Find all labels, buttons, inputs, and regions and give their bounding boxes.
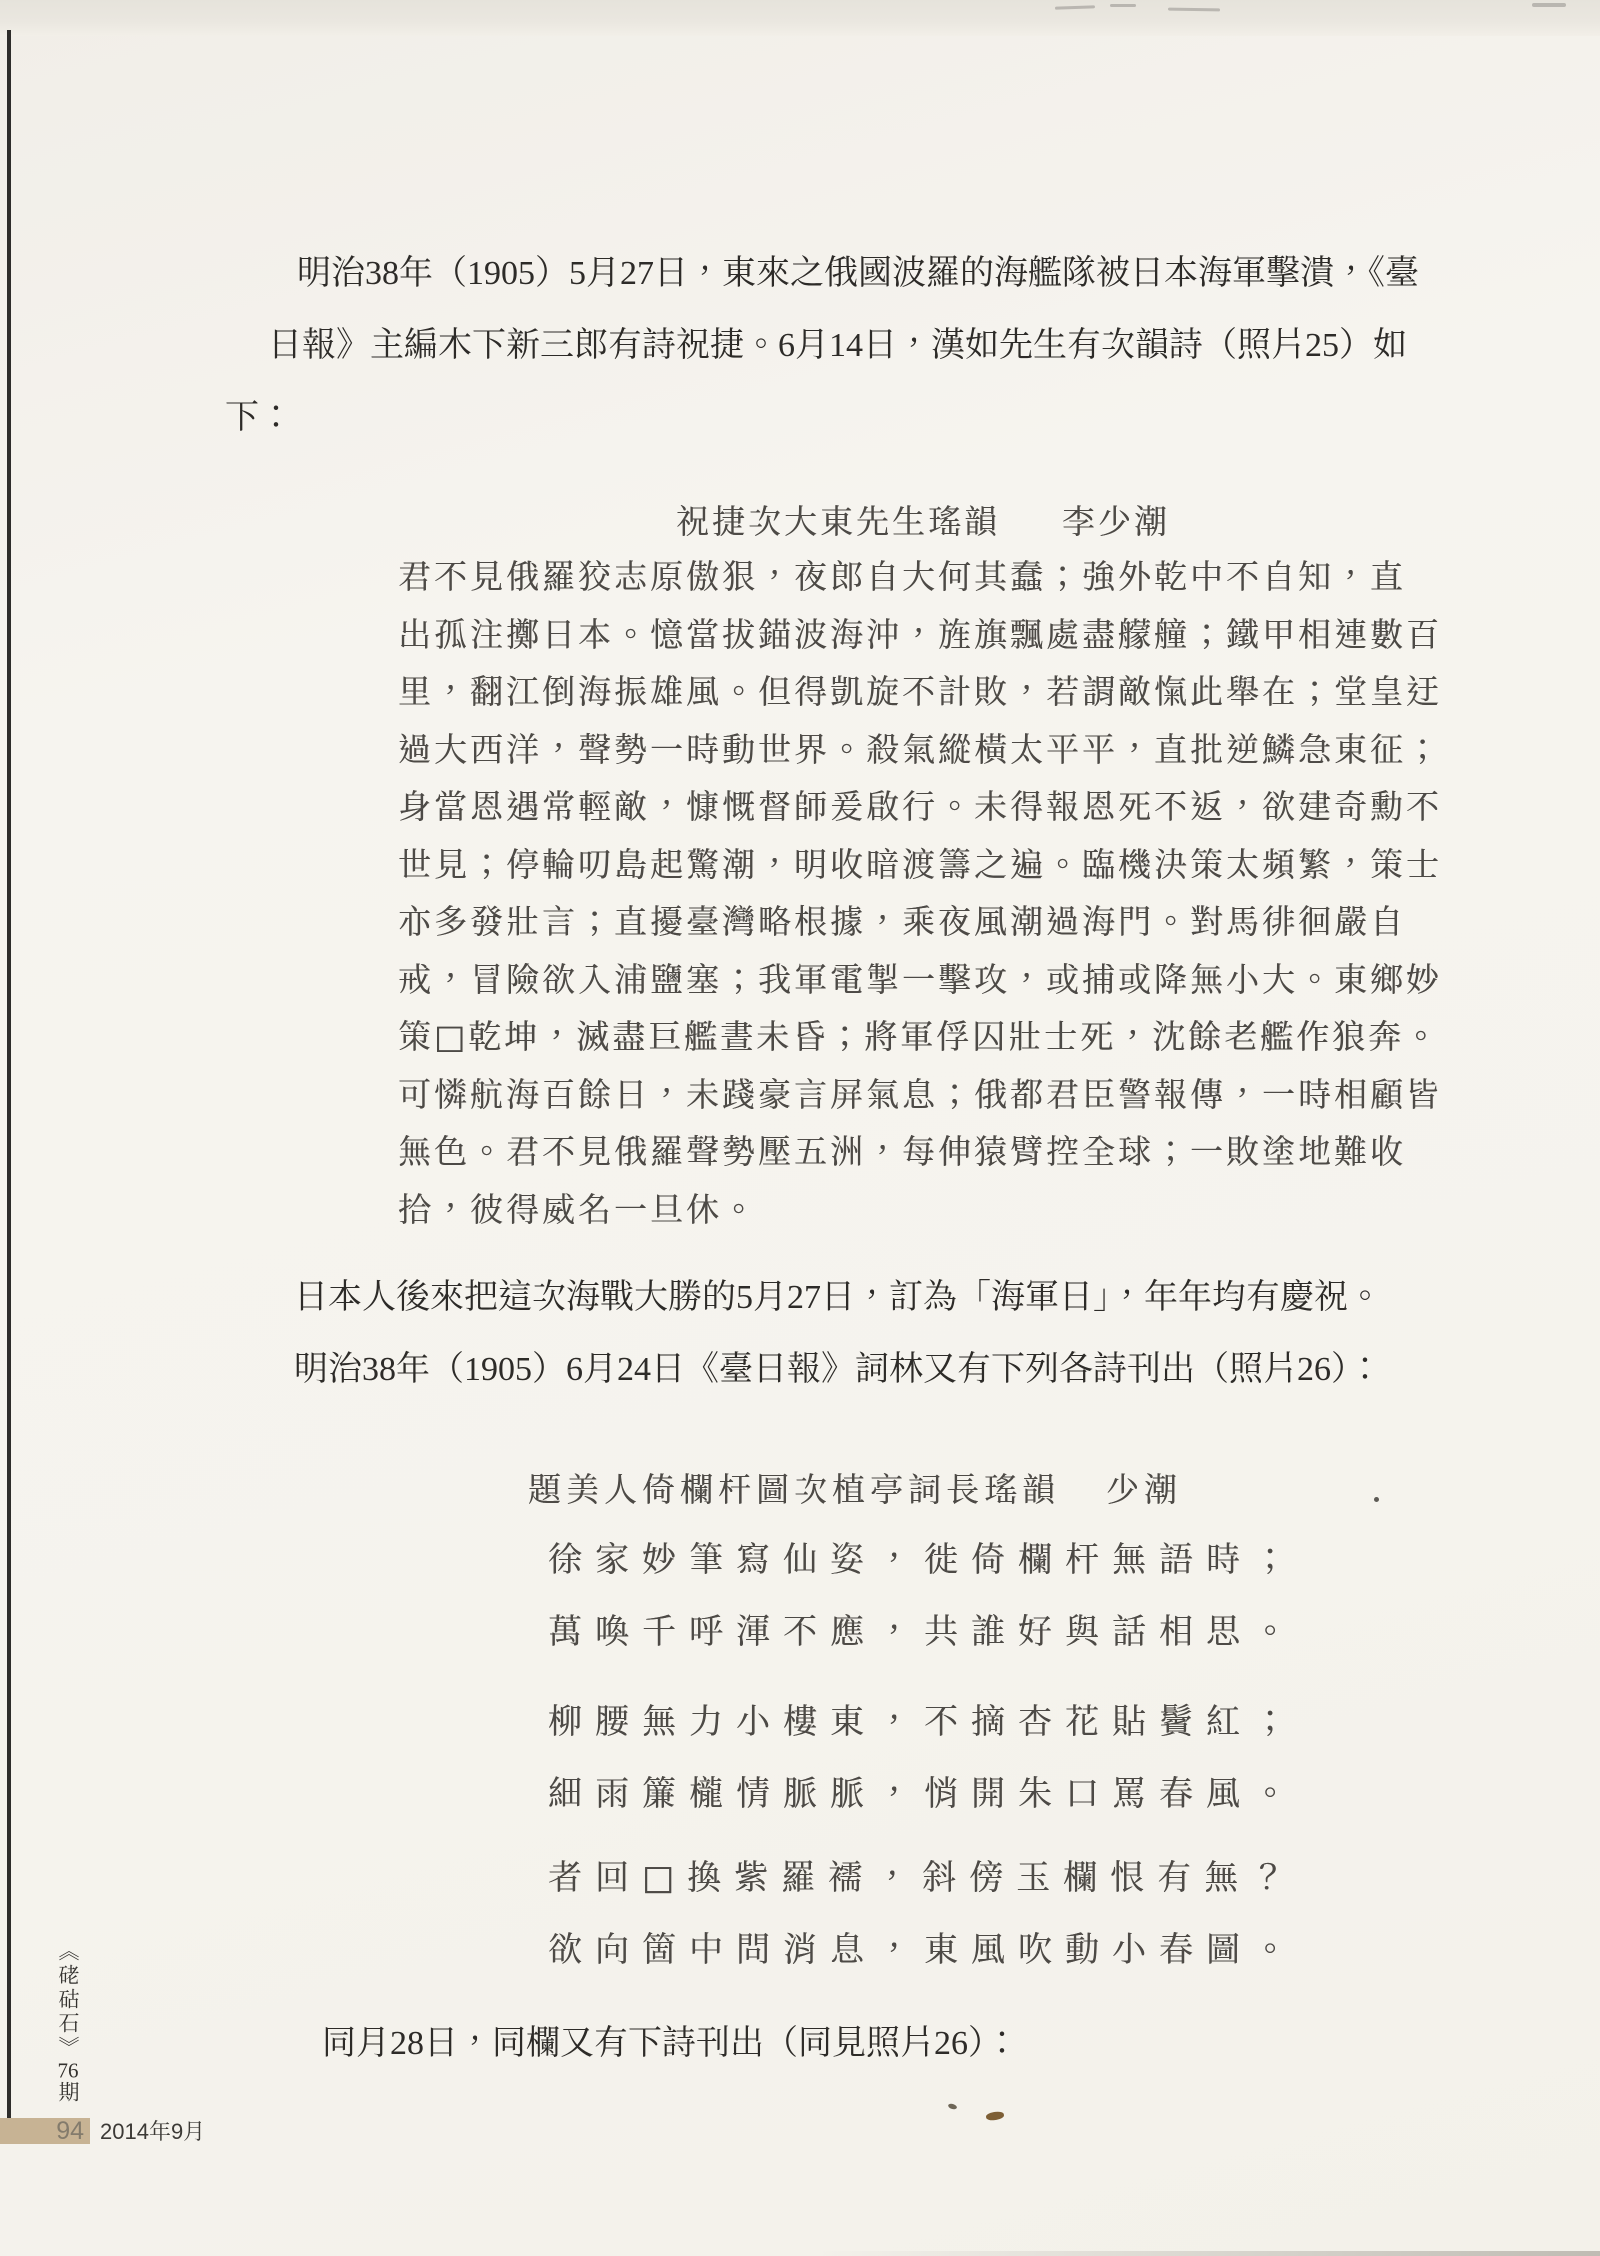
journal-issue-number: 76: [57, 2060, 79, 2081]
poem1-title-row: [676, 496, 1170, 543]
poem2-title: 題美人倚欄杆圖次植亭詞長瑤韻: [528, 1470, 1060, 1509]
scan-bottom-edge: [820, 2251, 1600, 2256]
intro-paragraph: [225, 238, 1419, 454]
page-number-badge: [0, 2118, 90, 2144]
scan-top-band: [0, 0, 1600, 36]
scan-speck: [986, 2111, 1005, 2121]
journal-title-vertical: [54, 1940, 81, 2122]
poem1-author: 李少潮: [1062, 502, 1170, 541]
middle-line: 明治38年（1905）6月24日《臺日報》詞林又有下列各詩刊出（照片26）：: [294, 1351, 1382, 1388]
poem-line: 身當恩遇常輕敵，慷慨督師爰啟行。未得報恩死不返，欲建奇勳不: [398, 787, 1442, 826]
verse-line: 欲向箇中問消息，東風吹動小春圖。: [548, 1930, 1300, 1970]
closing-paragraph: [322, 2022, 1019, 2066]
poem-line: 策□乾坤，滅盡巨艦晝未昏；將軍俘囚壯士死，沈餘老艦作狼奔。: [398, 1017, 1441, 1056]
journal-name: 《硓𥑮石》: [56, 1940, 80, 2060]
poem-line: 亦多發壯言；直擾臺灣略根據，乘夜風潮過海門。對馬徘徊嚴自: [398, 902, 1406, 941]
poem1-title: 祝捷次大東先生瑤韻: [676, 502, 1000, 541]
intro-line: 日報》主編木下新三郎有詩祝捷。6月14日，漢如先生有次韻詩（照片25）如: [268, 327, 1407, 364]
issue-date: 2014年9月: [100, 2119, 206, 2144]
intro-line: 明治38年（1905）5月27日，東來之俄國波羅的海艦隊被日本海軍擊潰，《臺: [297, 255, 1419, 292]
verse-line: 細雨簾櫳情脈脈，悄開朱口罵春風。: [548, 1774, 1300, 1814]
scan-smudge: [1532, 3, 1566, 7]
scan-smudge: [1110, 4, 1136, 7]
poem-line: 里，翻江倒海振雄風。但得凱旋不計敗，若謂敵愾此舉在；堂皇迂: [398, 672, 1442, 711]
poem2-stanza-1: [548, 1524, 1300, 1668]
scan-speck: [947, 2103, 957, 2111]
verse-line: 萬喚千呼渾不應，共誰好與話相思。: [548, 1612, 1300, 1652]
intro-line: 下：: [225, 399, 293, 436]
verse-line: 柳腰無力小樓東，不摘杏花貼鬢紅；: [548, 1702, 1300, 1742]
poem-line: 拾，彼得威名一旦休。: [398, 1189, 758, 1229]
scan-left-edge-rule: [7, 30, 11, 2120]
poem-line: 君不見俄羅狡志原傲狠，夜郎自大何其蠢；強外乾中不自知，直: [398, 557, 1406, 596]
middle-paragraph: [228, 1262, 1382, 1406]
poem2-stanza-3: [548, 1842, 1300, 1986]
middle-line: 日本人後來把這次海戰大勝的5月27日，訂為「海軍日」，年年均有慶祝。: [294, 1279, 1382, 1316]
poem2-title-row: [528, 1464, 1182, 1511]
scan-dot: [1374, 1497, 1379, 1502]
poem-line: 可憐航海百餘日，未踐豪言屏氣息；俄都君臣警報傳，一時相顧皆: [398, 1074, 1442, 1114]
poem-line: 過大西洋，聲勢一時動世界。殺氣縱橫太平平，直批逆鱗急東征；: [398, 729, 1442, 769]
poem1-body: [398, 548, 1442, 1238]
verse-line: 徐家妙筆寫仙姿，徙倚欄杆無語時；: [548, 1540, 1300, 1580]
closing-line: 同月28日，同欄又有下詩刊出（同見照片26）：: [322, 2025, 1019, 2062]
poem-line: 戒，冒險欲入浦鹽塞；我軍電掣一擊攻，或捕或降無小大。東鄉妙: [398, 959, 1442, 999]
poem-line: 無色。君不見俄羅聲勢壓五洲，每伸猿臂控全球；一敗塗地難收: [398, 1132, 1406, 1171]
poem-line: 出孤注擲日本。憶當拔錨波海沖，旌旗飄處盡艨艟；鐵甲相連數百: [398, 614, 1442, 654]
page-number: 94: [56, 2117, 84, 2145]
poem2-author: 少潮: [1106, 1470, 1182, 1509]
verse-line: 者回□換紫羅襦，斜傍玉欄恨有無？: [548, 1858, 1299, 1898]
journal-issue-suffix: 期: [56, 2081, 80, 2105]
poem-line: 世見；停輪叨島起驚潮，明收暗渡籌之遍。臨機決策太頻繁，策士: [398, 844, 1442, 884]
poem2-stanza-2: [548, 1686, 1300, 1830]
